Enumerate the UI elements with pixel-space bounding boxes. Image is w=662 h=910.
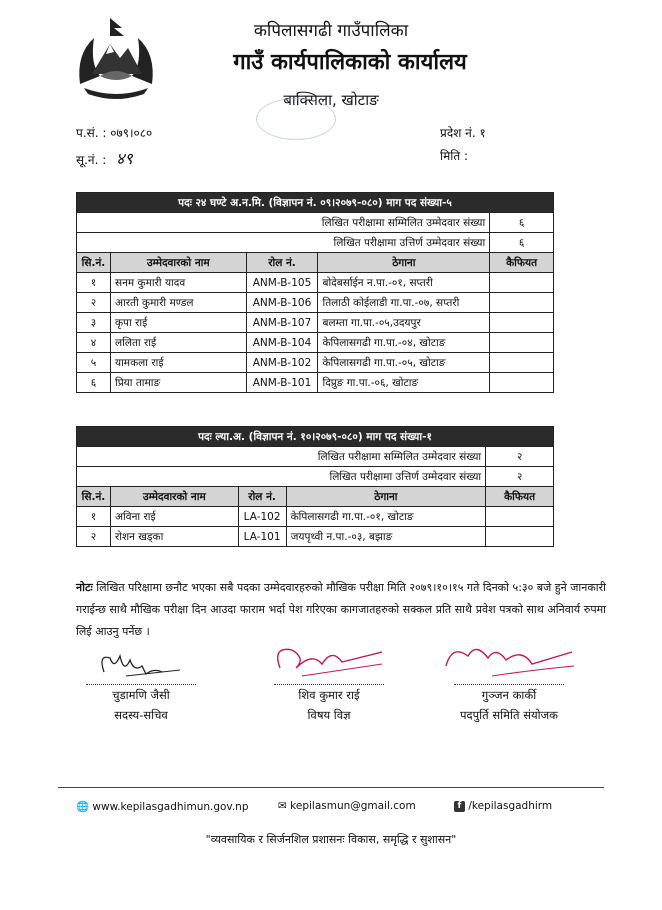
office-name: गाउँ कार्यपालिकाको कार्यालय: [233, 50, 467, 75]
cell-address: दिप्रुङ गा.पा.-०६, खोटाङ: [318, 373, 490, 393]
cell-address: केपिलासगढी गा.पा.-०४, खोटाङ: [318, 333, 490, 353]
cell-sn: १: [77, 273, 111, 293]
signatory-block: [424, 684, 594, 725]
column-header: ठेगाना: [318, 253, 490, 273]
cell-name: रोशन खड्का: [110, 527, 238, 547]
cell-roll: ANM-B-101: [246, 373, 318, 393]
table-title: पदः ल्या.अ. (विज्ञापन नं. १०।२०७९-०८०) माग पद संख्या-१: [77, 427, 554, 447]
cell-sn: १: [77, 507, 111, 527]
cell-remarks: [490, 373, 554, 393]
notice-note: [76, 577, 606, 643]
note-label: नोटः: [76, 581, 93, 594]
la-results-table: [76, 426, 554, 547]
cell-remarks: [490, 333, 554, 353]
office-address: बाक्सिला, खोटाङ: [283, 91, 379, 109]
signature-subject-expert: [262, 638, 392, 688]
footer-motto: "व्यवसायिक र सिर्जनशिल प्रशासनः विकास, समृद्धि र सुशासन": [205, 833, 457, 846]
cell-remarks: [490, 273, 554, 293]
column-header: ठेगाना: [286, 487, 486, 507]
cell-remarks: [490, 293, 554, 313]
reference-number: प.सं. : ०७९।०८०: [76, 126, 153, 140]
facebook-icon: f: [454, 801, 465, 812]
table-row: [77, 333, 554, 353]
mail-icon: ✉: [278, 800, 287, 812]
dispatch-value: ४९: [116, 149, 133, 168]
summary-label: लिखित परीक्षामा उत्तिर्ण उम्मेदवार संख्या: [77, 233, 490, 253]
column-header: सि.नं.: [77, 487, 111, 507]
summary-value: २: [486, 467, 554, 487]
table-row: [77, 373, 554, 393]
footer-divider: [58, 787, 604, 788]
cell-name: अविना राई: [110, 507, 238, 527]
table-row: [77, 507, 554, 527]
cell-remarks: [486, 527, 554, 547]
table-row: [77, 527, 554, 547]
cell-roll: ANM-B-107: [246, 313, 318, 333]
cell-roll: ANM-B-105: [246, 273, 318, 293]
cell-sn: २: [77, 527, 111, 547]
signatory-role: विषय विज्ञ: [307, 708, 351, 722]
cell-address: बोदेबर्साईन न.पा.-०१, सप्तरी: [318, 273, 490, 293]
signatory-block: [56, 684, 226, 725]
table-row: [77, 353, 554, 373]
cell-roll: LA-102: [238, 507, 286, 527]
summary-label: लिखित परीक्षामा सम्मिलित उम्मेदवार संख्या: [77, 447, 486, 467]
province-number: प्रदेश नं. १: [440, 126, 486, 140]
signatory-role: सदस्य-सचिव: [114, 708, 168, 722]
cell-sn: २: [77, 293, 111, 313]
signatory-block: [244, 684, 414, 725]
cell-name: कृपा राई: [110, 313, 246, 333]
signatory-name: गुञ्जन कार्की: [481, 688, 537, 702]
column-header: रोल नं.: [246, 253, 318, 273]
cell-remarks: [490, 353, 554, 373]
footer-website[interactable]: [76, 800, 249, 813]
cell-roll: ANM-B-102: [246, 353, 318, 373]
table-row: [77, 293, 554, 313]
signatory-name: शिव कुमार राई: [298, 688, 360, 702]
summary-label: लिखित परीक्षामा उत्तिर्ण उम्मेदवार संख्या: [77, 467, 486, 487]
cell-name: प्रिया तामाङ: [110, 373, 246, 393]
footer-email[interactable]: [278, 800, 416, 812]
dispatch-number: [76, 147, 133, 169]
cell-address: केपिलासगढी गा.पा.-०५, खोटाङ: [318, 353, 490, 373]
table-row: [77, 273, 554, 293]
cell-sn: ३: [77, 313, 111, 333]
cell-address: बलम्ता गा.पा.-०५,उदयपुर: [318, 313, 490, 333]
cell-sn: ५: [77, 353, 111, 373]
cell-sn: ४: [77, 333, 111, 353]
cell-address: केपिलासगढी गा.पा.-०१, खोटाङ: [286, 507, 486, 527]
cell-name: सनम कुमारी यादव: [110, 273, 246, 293]
summary-value: २: [486, 447, 554, 467]
dispatch-label: सू.नं. :: [76, 153, 107, 167]
column-header: कैफियत: [490, 253, 554, 273]
footer-facebook[interactable]: [454, 800, 552, 812]
cell-roll: ANM-B-104: [246, 333, 318, 353]
email-link[interactable]: kepilasmun@gmail.com: [290, 800, 416, 812]
note-text: लिखित परिक्षामा छनौट भएका सबै पदका उम्मेदवारहरुको मौखिक परीक्षा मिति २०७९।१०।१५ गते दिनको ५:३० बजे हुने जानकारी गराईन्छ साथै मौखिक परीक्षा दिन आउदा फाराम भर्दा पेश गरिएका कागजातहरुको सक्कल प्रति साथै प्रवेश पत्रको साथ अनिवार्य रुपमा लिई आउनु पर्नेछ ।: [76, 581, 606, 638]
anm-results-table: [76, 192, 554, 393]
table-row: [77, 313, 554, 333]
column-header: सि.नं.: [77, 253, 111, 273]
cell-address: जयपृथ्वी न.पा.-०३, बझाङ: [286, 527, 486, 547]
cell-name: आरती कुमारी मण्डल: [110, 293, 246, 313]
column-header: कैफियत: [486, 487, 554, 507]
date-field: मिति :: [440, 149, 469, 163]
cell-roll: LA-101: [238, 527, 286, 547]
cell-name: यामकला राई: [110, 353, 246, 373]
signatory-role: पदपुर्ति समिति संयोजक: [460, 708, 558, 722]
summary-value: ६: [490, 233, 554, 253]
signatory-name: चुडामणि जैसी: [112, 688, 170, 702]
handwritten-signature-icon: [262, 638, 392, 684]
cell-name: ललिता राई: [110, 333, 246, 353]
column-header: रोल नं.: [238, 487, 286, 507]
summary-label: लिखित परीक्षामा सम्मिलित उम्मेदवार संख्या: [77, 213, 490, 233]
cell-roll: ANM-B-106: [246, 293, 318, 313]
cell-remarks: [490, 313, 554, 333]
cell-address: तिलाठी कोईलाडी गा.पा.-०७, सप्तरी: [318, 293, 490, 313]
handwritten-signature-icon: [84, 648, 194, 682]
signature-committee-coordinator: [432, 636, 582, 688]
summary-value: ६: [490, 213, 554, 233]
cell-remarks: [486, 507, 554, 527]
website-link[interactable]: www.kepilasgadhimun.gov.np: [92, 801, 249, 813]
globe-icon: 🌐: [76, 801, 90, 813]
column-header: उम्मेदवारको नाम: [110, 487, 238, 507]
signature-member-secretary: [84, 648, 194, 686]
column-header: उम्मेदवारको नाम: [110, 253, 246, 273]
municipality-name: कपिलासगढी गाउँपालिका: [253, 21, 409, 41]
table-title: पदः २४ घण्टे अ.न.मि. (विज्ञापन नं. ०९।२०७९-०८०) माग पद संख्या-५: [77, 193, 554, 213]
handwritten-signature-icon: [432, 636, 582, 684]
office-seal-stamp: [256, 98, 336, 140]
cell-sn: ६: [77, 373, 111, 393]
facebook-link[interactable]: /kepilasgadhirm: [468, 800, 553, 812]
